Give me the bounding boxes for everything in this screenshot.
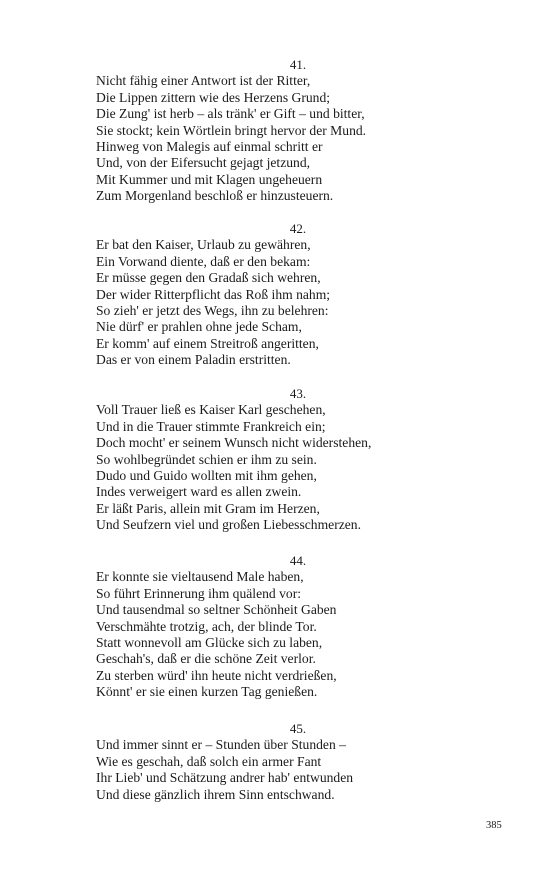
verse-line: Und, von der Eifersucht gejagt jetzund, bbox=[96, 155, 311, 171]
stanza bbox=[96, 721, 496, 803]
stanza-number: 41. bbox=[289, 57, 307, 72]
verse-line: Und Seufzern viel und großen Liebesschmerzen. bbox=[96, 517, 361, 533]
verse-line: Sie stockt; kein Wörtlein bringt hervor der Mund. bbox=[96, 122, 367, 138]
verse-line: Indes verweigert ward es allen zwein. bbox=[96, 484, 302, 500]
verse-line: Könnt' er sie einen kurzen Tag genießen. bbox=[96, 684, 318, 700]
stanza bbox=[96, 553, 496, 701]
verse-line: So führt Erinnerung ihm quälend vor: bbox=[96, 585, 302, 601]
page-number: 385 bbox=[486, 820, 502, 831]
verse-line: Ein Vorwand diente, daß er den bekam: bbox=[96, 253, 311, 269]
verse-line: So zieh' er jetzt des Wegs, ihn zu belehren: bbox=[96, 302, 329, 318]
verse-line: Mit Kummer und mit Klagen ungeheuern bbox=[96, 171, 323, 187]
verse-line: Das er von einem Paladin erstritten. bbox=[96, 352, 291, 368]
verse-line: Der wider Ritterpflicht das Roß ihm nahm; bbox=[96, 286, 331, 302]
verse-line: Hinweg von Malegis auf einmal schritt er bbox=[96, 138, 323, 154]
verse-line: Er bat den Kaiser, Urlaub zu gewähren, bbox=[96, 237, 311, 253]
stanza bbox=[96, 221, 496, 369]
verse-line: Dudo und Guido wollten mit ihm gehen, bbox=[96, 467, 317, 483]
verse-line: Doch mocht' er seinem Wunsch nicht widerstehen, bbox=[96, 435, 372, 451]
verse-line: Geschah's, daß er die schöne Zeit verlor. bbox=[96, 651, 316, 667]
verse-line: Verschmähte trotzig, ach, der blinde Tor. bbox=[96, 618, 317, 634]
verse-line: So wohlbegründet schien er ihm zu sein. bbox=[96, 451, 317, 467]
stanza-number: 45. bbox=[289, 721, 307, 736]
stanza-number: 43. bbox=[289, 386, 307, 401]
verse-line: Statt wonnevoll am Glücke sich zu laben, bbox=[96, 634, 323, 650]
verse-line: Er konnte sie vieltausend Male haben, bbox=[96, 569, 304, 585]
verse-line: Und tausendmal so seltner Schönheit Gaben bbox=[96, 602, 337, 618]
verse-line: Er läßt Paris, allein mit Gram im Herzen, bbox=[96, 500, 320, 516]
verse-line: Nicht fähig einer Antwort ist der Ritter, bbox=[96, 73, 311, 89]
verse-line: Ihr Lieb' und Schätzung andrer hab' entwunden bbox=[96, 770, 354, 786]
stanza-number: 44. bbox=[289, 553, 307, 568]
verse-line: Zu sterben würd' ihn heute nicht verdrießen, bbox=[96, 667, 337, 683]
stanza-number: 42. bbox=[289, 221, 307, 236]
stanza bbox=[96, 386, 496, 534]
verse-line: Nie dürf' er prahlen ohne jede Scham, bbox=[96, 319, 302, 335]
verse-line: Und diese gänzlich ihrem Sinn entschwand. bbox=[96, 786, 335, 802]
verse-line: Und in die Trauer stimmte Frankreich ein; bbox=[96, 418, 326, 434]
verse-line: Er müsse gegen den Gradaß sich wehren, bbox=[96, 270, 321, 286]
verse-line: Wie es geschah, daß solch ein armer Fant bbox=[96, 753, 322, 769]
stanza bbox=[96, 57, 496, 205]
verse-line: Voll Trauer ließ es Kaiser Karl geschehen, bbox=[96, 402, 326, 418]
verse-line: Er komm' auf einem Streitroß angeritten, bbox=[96, 335, 319, 351]
verse-line: Die Zung' ist herb – als tränk' er Gift – und bitter, bbox=[96, 106, 365, 122]
verse-line: Zum Morgenland beschloß er hinzusteuern. bbox=[96, 188, 334, 204]
verse-line: Die Lippen zittern wie des Herzens Grund; bbox=[96, 89, 331, 105]
verse-line: Und immer sinnt er – Stunden über Stunden – bbox=[96, 737, 346, 753]
